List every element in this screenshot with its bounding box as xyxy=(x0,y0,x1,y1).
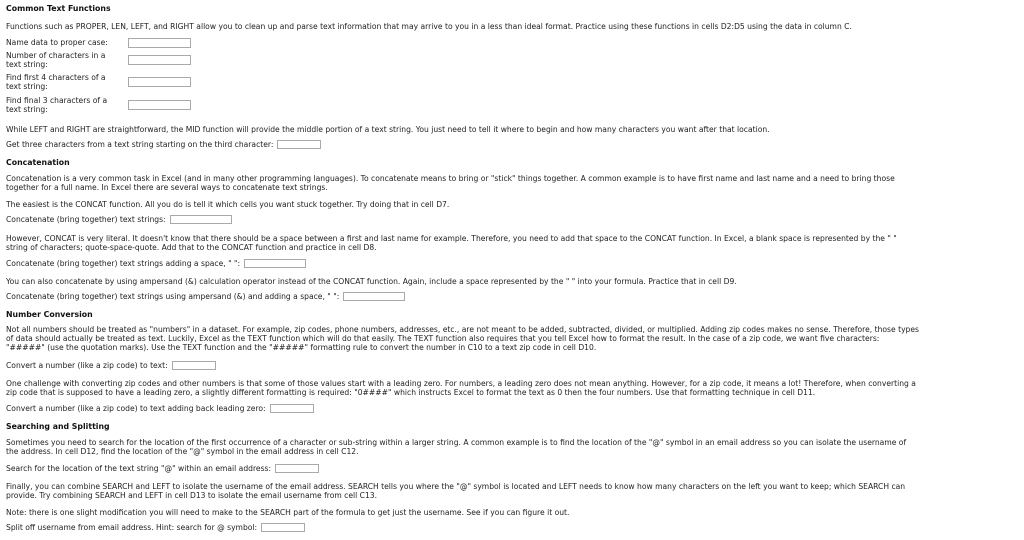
search-input[interactable] xyxy=(275,464,319,473)
split-username-row xyxy=(6,523,305,532)
number-intro-line1: Not all numbers should be treated as "numbers" in a dataset. For example, zip codes, phone numbers, addresses, etc., are not meant to be added, subtracted, divided, or multiplied. Adding zip codes makes no sense. Therefore, those types xyxy=(6,325,920,334)
concat-input[interactable] xyxy=(170,215,232,224)
ampersand-row xyxy=(6,292,405,301)
section-title-concatenation: Concatenation xyxy=(6,158,70,167)
concat-label: Concatenate (bring together) text strings: xyxy=(6,215,166,224)
concat-function-text: The easiest is the CONCAT function. All you do is tell it which cells you want stuck together. Try doing that in cell D7. xyxy=(6,200,450,209)
combine-line1: Finally, you can combine SEARCH and LEFT to isolate the username of the email address. SEARCH tells you where the "@" symbol is located and LEFT needs to know how many characters on the left you want to keep; which SEARCH can xyxy=(6,482,906,491)
mid-input[interactable] xyxy=(277,140,321,149)
ampersand-text: You can also concatenate by using ampersand (&) calculation operator instead of the CONCAT function. Again, include a space represented by the " " into your formula. Practice that in cell D9. xyxy=(6,277,737,286)
leading-zero-input[interactable] xyxy=(270,404,314,413)
proper-case-row xyxy=(6,38,191,48)
zip-text-label: Convert a number (like a zip code) to text: xyxy=(6,361,168,370)
search-note-text: Note: there is one slight modification you will need to make to the SEARCH part of the formula to get just the username. See if you can figure it out. xyxy=(6,508,570,517)
concat-space-label: Concatenate (bring together) text strings adding a space, " ": xyxy=(6,259,241,268)
concat-space-line1: However, CONCAT is very literal. It doesn't know that there should be a space between a first and last name for example. Therefore, you need to add that space to the CONCAT function. In Excel, a blank space is represented by the " " xyxy=(6,234,897,243)
left-input[interactable] xyxy=(128,77,191,87)
ampersand-input[interactable] xyxy=(343,292,405,301)
section-title-common-text-functions: Common Text Functions xyxy=(6,4,111,13)
search-row xyxy=(6,464,319,473)
split-username-label: Split off username from email address. Hint: search for @ symbol: xyxy=(6,523,258,532)
concat-space-line2: string of characters; quote-space-quote. Add that to the CONCAT function and practice in cell D8. xyxy=(6,243,377,252)
split-username-input[interactable] xyxy=(261,523,305,532)
section-title-searching-splitting: Searching and Splitting xyxy=(6,422,110,431)
leading-zero-label: Convert a number (like a zip code) to text adding back leading zero: xyxy=(6,404,266,413)
concat-space-input[interactable] xyxy=(244,259,306,268)
search-label: Search for the location of the text string "@" within an email address: xyxy=(6,464,272,473)
leading-zero-row xyxy=(6,404,314,413)
search-intro-line1: Sometimes you need to search for the location of the first occurrence of a character or sub-string within a larger string. A common example is to find the location of the "@" symbol in an email address so you can isolate the username of xyxy=(6,438,907,447)
mid-label: Get three characters from a text string starting on the third character: xyxy=(6,140,274,149)
leading-zero-line1: One challenge with converting zip codes and other numbers is that some of those values start with a leading zero. For numbers, a leading zero does not mean anything. However, for a zip code, it means a lot! Therefore, when converting a xyxy=(6,379,916,388)
leading-zero-line2: zip code that is supposed to have a leading zero, a slightly different formatting is required: "0####" which instructs Excel to format the text as 0 then the four numbers. Use that formatting technique in cell D11. xyxy=(6,388,816,397)
number-intro-line3: "#####" (use the quotation marks). Use the TEXT function and the "#####" formatting rule to convert the number in C10 to a text zip code in cell D10. xyxy=(6,343,597,352)
concat-row xyxy=(6,215,232,224)
section-title-number-conversion: Number Conversion xyxy=(6,310,93,319)
proper-case-label: Name data to proper case: xyxy=(6,38,108,48)
combine-line2: provide. Try combining SEARCH and LEFT in cell D13 to isolate the email username from cell C13. xyxy=(6,491,378,500)
left-label: Find first 4 characters of a text string: xyxy=(6,73,106,92)
proper-case-input[interactable] xyxy=(128,38,191,48)
len-input[interactable] xyxy=(128,55,191,65)
mid-row xyxy=(6,140,321,149)
left-row xyxy=(6,73,191,91)
zip-text-row xyxy=(6,361,216,370)
len-row xyxy=(6,51,191,69)
zip-text-input[interactable] xyxy=(172,361,216,370)
ampersand-label: Concatenate (bring together) text strings using ampersand (&) and adding a space, " ": xyxy=(6,292,340,301)
right-row xyxy=(6,96,191,114)
mid-explanation-text: While LEFT and RIGHT are straightforward, the MID function will provide the middle portion of a text string. You just need to tell it where to begin and how many characters you want after that location. xyxy=(6,125,770,134)
search-intro-line2: the address. In cell D12, find the location of the "@" symbol in the email address in cell C12. xyxy=(6,447,359,456)
concat-intro-line1: Concatenation is a very common task in Excel (and in many other programming languages). To concatenate means to bring or "stick" things together. A common example is to have first name and last name and a need to bring those xyxy=(6,174,895,183)
number-intro-line2: of data should actually be treated as text. Luckily, Excel as the TEXT function which will do that easily. The TEXT function also requires that you tell Excel how to format the result. In the case of a zip code, we want five characters: xyxy=(6,334,880,343)
right-label: Find final 3 characters of a text string: xyxy=(6,96,108,115)
right-input[interactable] xyxy=(128,100,191,110)
common-intro-text: Functions such as PROPER, LEN, LEFT, and RIGHT allow you to clean up and parse text information that may arrive to you in a less than ideal format. Practice using these functions in cells D2:D5 using the data in column C. xyxy=(6,22,852,31)
concat-space-row xyxy=(6,259,306,268)
len-label: Number of characters in a text string: xyxy=(6,51,106,70)
concat-intro-line2: together for a full name. In Excel there are several ways to concatenate text strings. xyxy=(6,183,328,192)
